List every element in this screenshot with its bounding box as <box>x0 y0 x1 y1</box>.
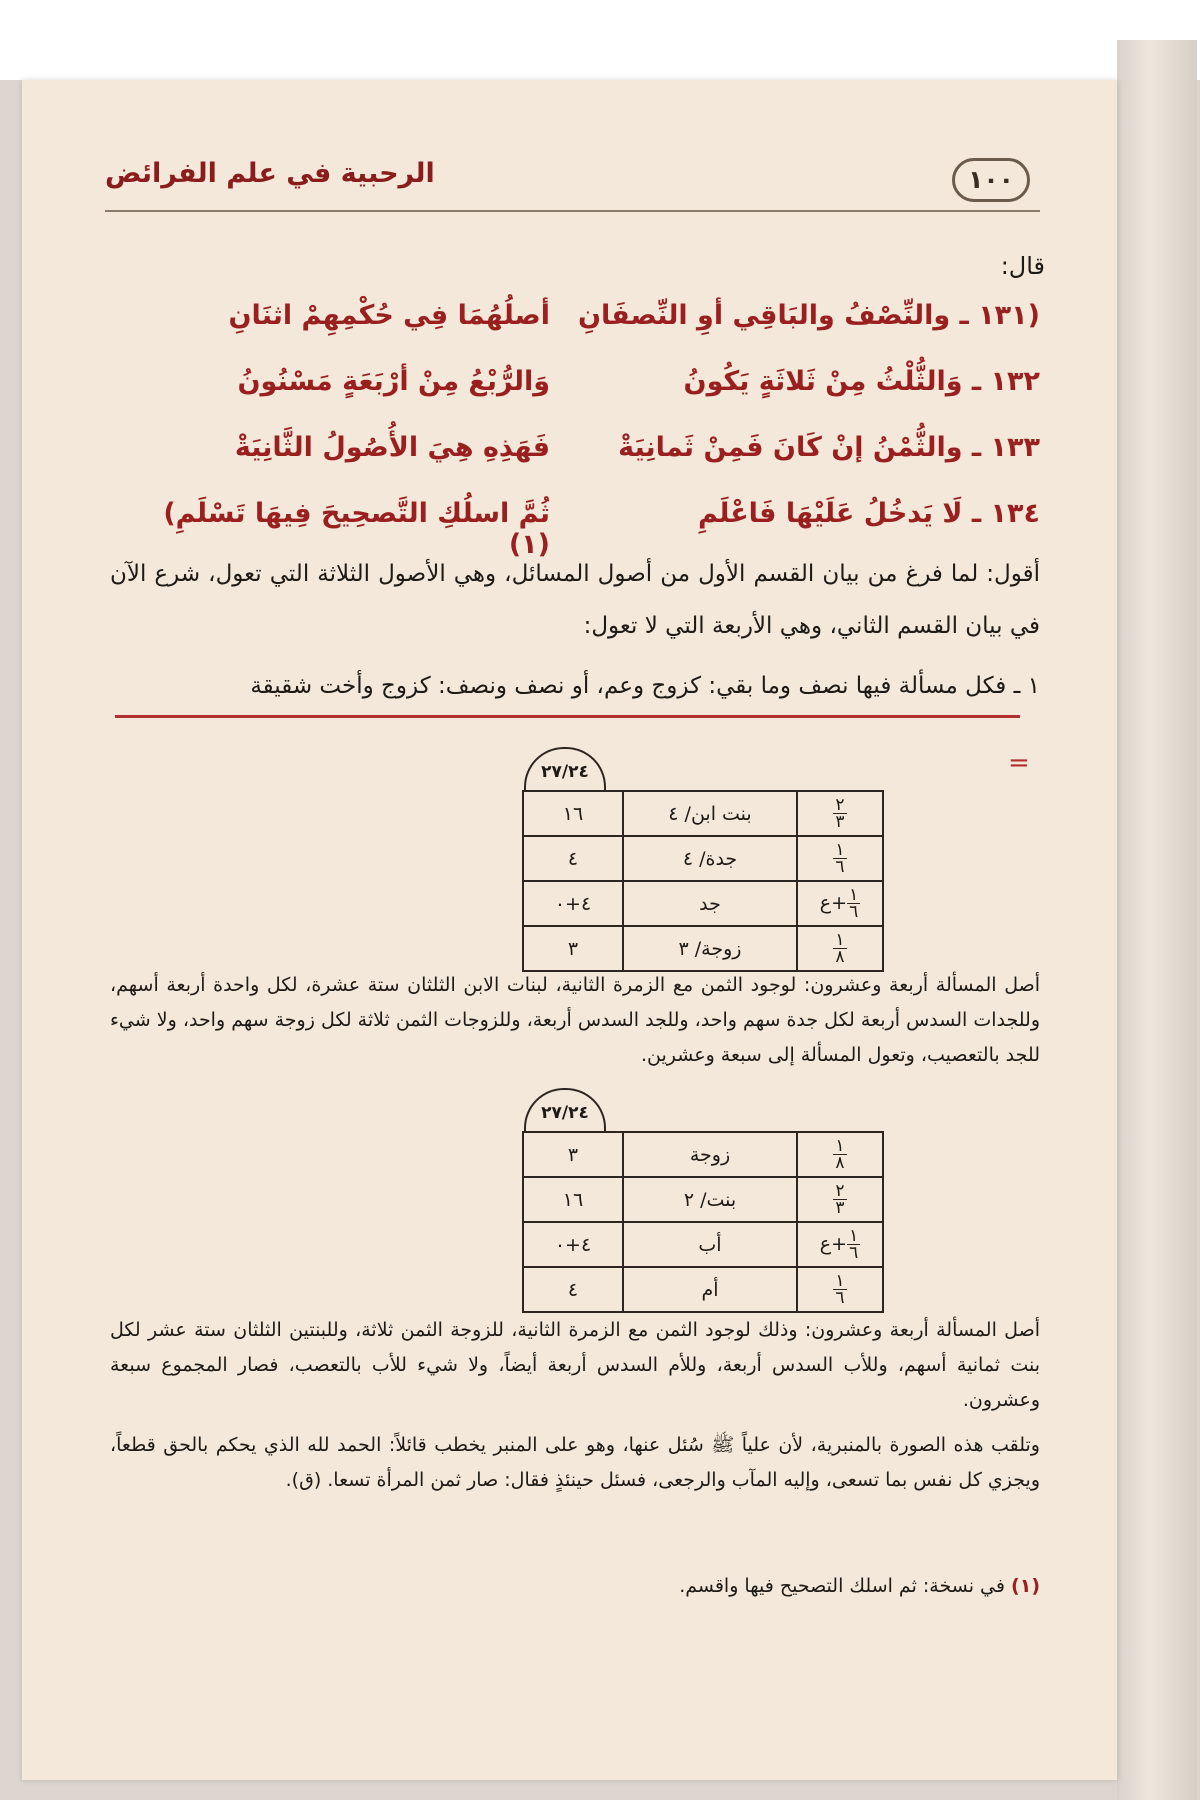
share-cell: ٣ <box>523 1132 623 1177</box>
verse-first-hemistich: ١٣٢ ـ وَالثُّلْثُ مِنْ ثَلاثَةٍ يَكُونُ <box>683 366 1040 397</box>
page-header <box>105 150 1040 212</box>
explanation-paragraph: أصل المسألة أربعة وعشرون: وذلك لوجود الثمن مع الزمرة الثانية، للزوجة الثمن ثلاثة، وللبنتين الثلثان ستة عشر لكل بنت ثمانية أسهم، وللأب السدس أربعة، وللأم السدس أربعة أيضاً، ولا شيء للأب بالتعصب، فصار المجموع سبعة وعشرون. <box>110 1319 1040 1411</box>
book-title: الرحبية في علم الفرائض <box>105 158 435 189</box>
heir-cell: أب <box>623 1222 797 1267</box>
share-cell: ١٦ <box>523 1177 623 1222</box>
share-fraction: $\frac{١}{٦}$ <box>797 1267 883 1312</box>
heir-cell: بنت/ ٢ <box>623 1177 797 1222</box>
heir-cell: أم <box>623 1267 797 1312</box>
share-cell: ٤+٠ <box>523 881 623 926</box>
share-fraction: $\frac{٢}{٣}$ <box>797 791 883 836</box>
table-row <box>523 836 883 881</box>
share-cell: ٤ <box>523 1267 623 1312</box>
footnote-text: في نسخة: ثم اسلك التصحيح فيها واقسم. <box>679 1575 1005 1597</box>
share-cell: ٤ <box>523 836 623 881</box>
share-cell: ١٦ <box>523 791 623 836</box>
share-fraction: $\frac{١}{٦}$ <box>797 836 883 881</box>
table-row <box>523 1222 883 1267</box>
inheritance-table <box>522 1131 884 1313</box>
book-edge <box>1117 40 1197 1800</box>
table-row <box>523 1177 883 1222</box>
top-background <box>0 0 1200 80</box>
footnote <box>110 1575 1040 1597</box>
table-row <box>523 791 883 836</box>
table-row <box>523 881 883 926</box>
table-row <box>523 1132 883 1177</box>
heir-cell: جد <box>623 881 797 926</box>
commentary-paragraph: أقول: لما فرغ من بيان القسم الأول من أصول المسائل، وهي الأصول الثلاثة التي تعول، شرع الآن في بيان القسم الثاني، وهي الأربعة التي لا تعول: <box>110 561 1040 639</box>
heir-cell: بنت ابن/ ٤ <box>623 791 797 836</box>
table-row <box>523 1267 883 1312</box>
explanation-paragraph: أصل المسألة أربعة وعشرون: لوجود الثمن مع الزمرة الثانية، لبنات الابن الثلثان ستة عشرة، لكل واحدة أربعة أسهم، وللجدات السدس أربعة لكل جدة سهم واحد، وللجد السدس أربعة، وللزوجات الثمن ثلاثة لكل زوجة سهم واحد، ولا شيء للجد بالتعصيب، وتعول المسألة إلى سبعة وعشرين. <box>110 974 1040 1066</box>
verse-second-hemistich: ثُمَّ اسلُكِ التَّصحِيحَ فِيهَا تَسْلَمِ)(١) <box>163 498 550 560</box>
verse-second-hemistich: أصلُهُمَا فِي حُكْمِهِمْ اثنَانِ <box>228 300 550 331</box>
verse-first-hemistich: (١٣١ ـ والنِّصْفُ والبَاقِي أوِ النِّصفَانِ <box>578 300 1040 331</box>
table-row <box>523 926 883 971</box>
table-base-arch: ٢٧/٢٤ <box>524 747 606 791</box>
minbariyya-paragraph: وتلقب هذه الصورة بالمنبرية، لأن علياً ﷺ سُئل عنها، وهو على المنبر يخطب قائلاً: الحمد لله الذي يحكم بالحق قطعاً، ويجزي كل نفس بما تسعى، وإليه المآب والرجعى، فسئل حينئذٍ فقال: صار ثمن المرأة تسعا. (ق). <box>110 1434 1040 1491</box>
share-fraction: $\frac{١}{٨}$ <box>797 926 883 971</box>
share-fraction: $\frac{١}{٨}$ <box>797 1132 883 1177</box>
heir-cell: زوجة/ ٣ <box>623 926 797 971</box>
verses-block <box>130 300 1040 564</box>
red-underline <box>115 715 1020 718</box>
share-fraction: $\frac{١}{٦}$ +ع <box>797 1222 883 1267</box>
verse-row <box>130 366 1040 432</box>
share-fraction: $\frac{١}{٦}$ +ع <box>797 881 883 926</box>
page-number: ١٠٠ <box>952 158 1030 202</box>
heir-cell: زوجة <box>623 1132 797 1177</box>
verse-first-hemistich: ١٣٣ ـ والثُّمْنُ إنْ كَانَ فَمِنْ ثَمانِيَةْ <box>618 432 1040 463</box>
heir-cell: جدة/ ٤ <box>623 836 797 881</box>
qal-label: قال: <box>1000 252 1045 280</box>
share-cell: ٤+٠ <box>523 1222 623 1267</box>
share-fraction: $\frac{٢}{٣}$ <box>797 1177 883 1222</box>
footnote-mark: (١) <box>1011 1575 1040 1597</box>
equals-mark: = <box>1008 748 1030 778</box>
verse-first-hemistich: ١٣٤ ـ لَا يَدخُلُ عَلَيْهَا فَاعْلَمِ <box>698 498 1040 529</box>
inheritance-table <box>522 790 884 972</box>
verse-second-hemistich: فَهَذِهِ هِيَ الأُصُولُ الثَّانِيَةْ <box>234 432 550 463</box>
verse-row <box>130 432 1040 498</box>
rule-paragraph: ١ ـ فكل مسألة فيها نصف وما بقي: كزوج وعم، أو نصف ونصف: كزوج وأخت شقيقة <box>250 673 1040 699</box>
verse-row <box>130 300 1040 366</box>
verse-second-hemistich: وَالرُّبْعُ مِنْ أرْبَعَةٍ مَسْنُونُ <box>237 366 550 397</box>
share-cell: ٣ <box>523 926 623 971</box>
table-base-arch: ٢٧/٢٤ <box>524 1088 606 1132</box>
